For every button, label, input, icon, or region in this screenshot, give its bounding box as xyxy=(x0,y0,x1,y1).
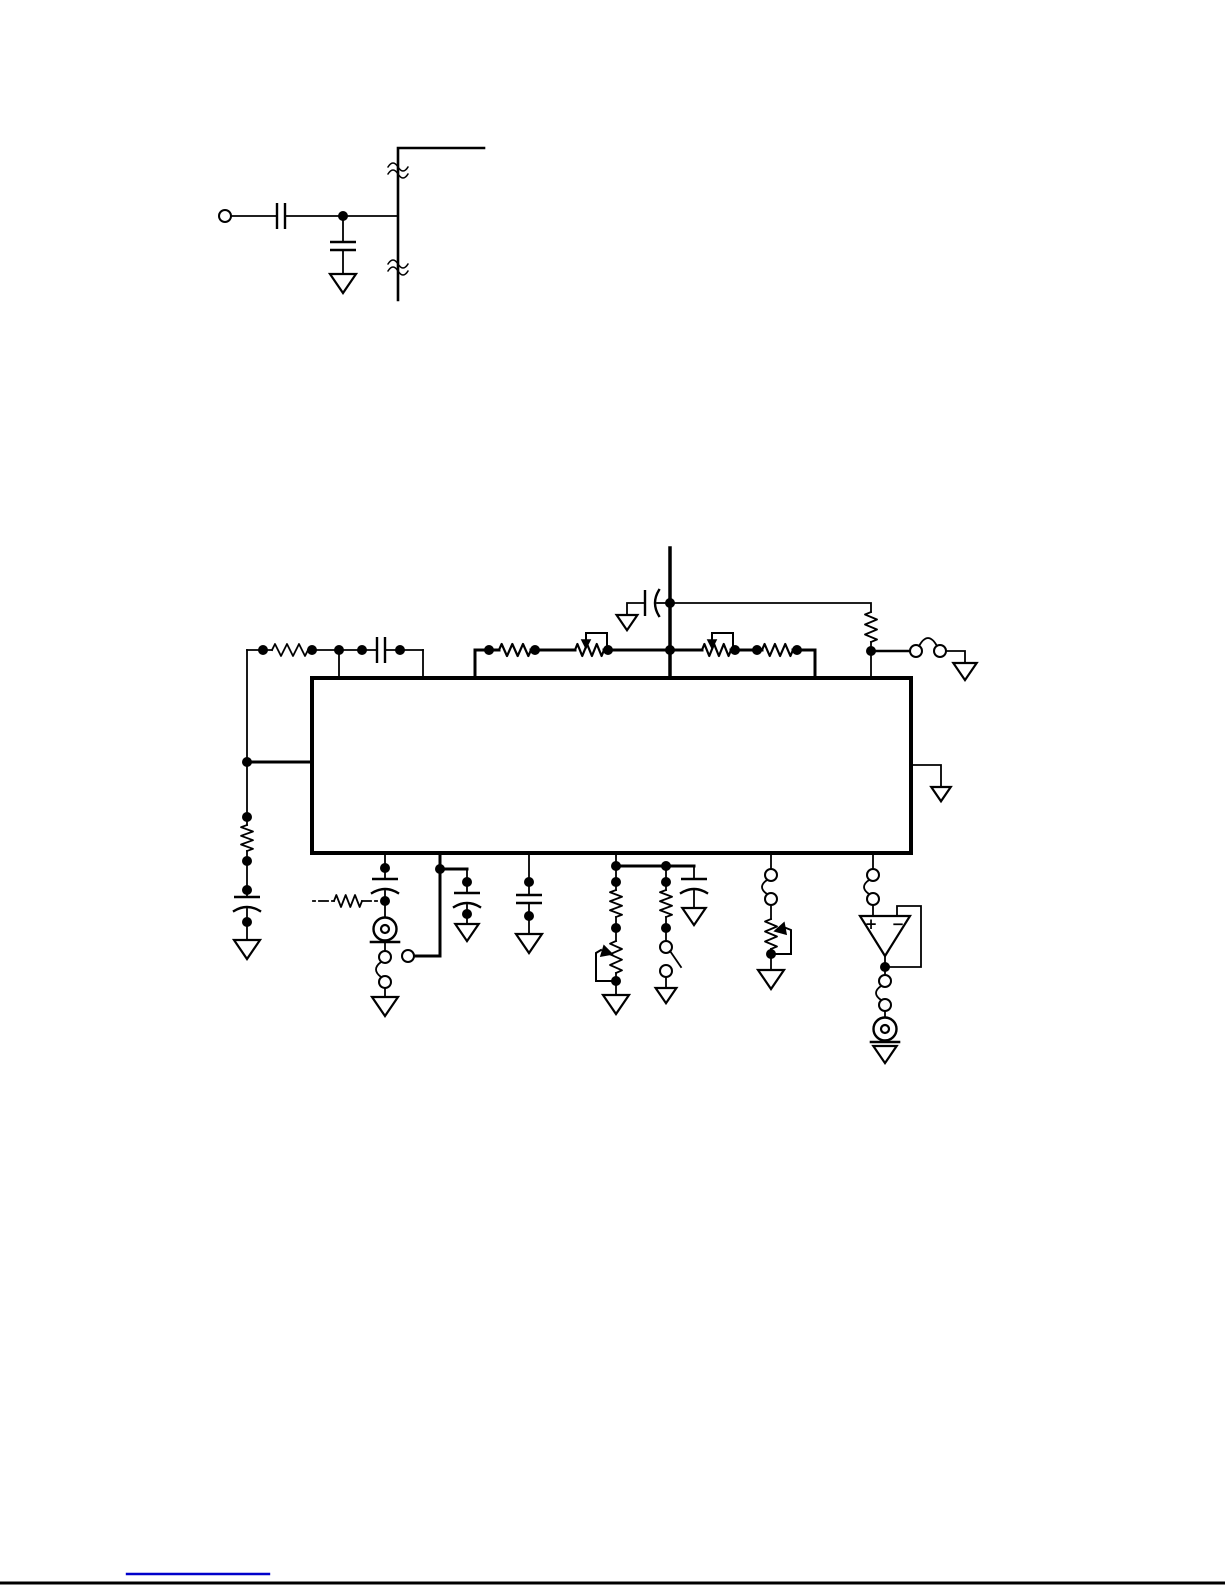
jumper-arc xyxy=(376,962,381,977)
ground xyxy=(656,988,677,1003)
wire xyxy=(627,603,645,615)
optional-resistor xyxy=(334,895,362,907)
wire xyxy=(946,651,965,663)
junction-dot xyxy=(611,923,621,933)
resistor xyxy=(610,890,622,917)
switch-terminal xyxy=(660,965,672,977)
phono-jack-inner xyxy=(881,1025,889,1033)
jumper-terminal xyxy=(867,893,879,905)
junction-dot xyxy=(334,645,344,655)
junction-dot xyxy=(380,863,390,873)
junction-dot xyxy=(380,896,390,906)
junction-dot xyxy=(661,877,671,887)
junction-dot xyxy=(357,645,367,655)
switch-lever xyxy=(670,951,681,967)
ground xyxy=(617,615,638,630)
left-ground xyxy=(234,940,260,959)
right-resistor xyxy=(865,612,877,642)
junction-dot xyxy=(462,877,472,887)
junction-dot xyxy=(307,645,317,655)
ic-right-pin xyxy=(911,765,941,787)
ground xyxy=(372,997,398,1016)
input-terminal xyxy=(402,950,414,962)
junction-dot xyxy=(242,885,252,895)
ground xyxy=(603,995,629,1014)
left-resistor xyxy=(241,825,253,851)
junction-dot xyxy=(530,645,540,655)
jumper-arc xyxy=(876,986,881,1000)
jumper-arc xyxy=(762,880,767,894)
ground xyxy=(455,924,478,941)
trimmer-2-track xyxy=(702,644,731,656)
ground xyxy=(931,787,951,801)
top-resistor-3 xyxy=(762,644,793,656)
junction-dot xyxy=(258,645,268,655)
ground xyxy=(516,934,542,953)
opamp-minus-label: − xyxy=(891,915,905,933)
junction-dot xyxy=(524,877,534,887)
jumper-arc xyxy=(919,638,937,646)
ground xyxy=(953,663,976,680)
jumper-terminal xyxy=(379,976,391,988)
c1-input-terminal xyxy=(219,210,231,222)
junction-dot xyxy=(242,856,252,866)
jumper-terminal xyxy=(910,645,922,657)
junction-dot xyxy=(242,917,252,927)
junction-dot xyxy=(524,911,534,921)
c1-antenna-bus xyxy=(398,148,484,300)
opamp-plus-label: + xyxy=(864,915,878,933)
junction-dot xyxy=(484,645,494,655)
junction-dot xyxy=(880,962,890,972)
trimmer-4-wiper-arrow xyxy=(775,923,786,934)
trimmer-1-track xyxy=(575,644,604,656)
junction-dot xyxy=(395,645,405,655)
junction-dot xyxy=(242,812,252,822)
jumper-terminal xyxy=(934,645,946,657)
junction-dot xyxy=(792,645,802,655)
jumper-terminal xyxy=(765,893,777,905)
trimmer-4-track xyxy=(765,919,777,949)
junction-dot xyxy=(752,645,762,655)
resistor xyxy=(660,890,672,917)
jumper-terminal xyxy=(879,999,891,1011)
top-resistor-2 xyxy=(499,644,531,656)
junction-dot xyxy=(603,645,613,655)
trimmer-3-track xyxy=(610,941,622,973)
trimmer-3-wiper-arrow xyxy=(601,946,612,956)
junction-dot xyxy=(661,923,671,933)
phono-jack-inner xyxy=(381,925,389,933)
c1-ground xyxy=(330,274,356,293)
feedback-wire xyxy=(670,603,871,612)
junction-dot xyxy=(730,645,740,655)
junction-dot xyxy=(611,877,621,887)
ground xyxy=(682,908,705,925)
jumper-arc xyxy=(864,880,869,894)
junction-dot xyxy=(462,909,472,919)
ground xyxy=(873,1046,896,1063)
top-resistor-1 xyxy=(272,644,308,656)
ground xyxy=(758,970,784,989)
ic-body xyxy=(312,678,911,853)
